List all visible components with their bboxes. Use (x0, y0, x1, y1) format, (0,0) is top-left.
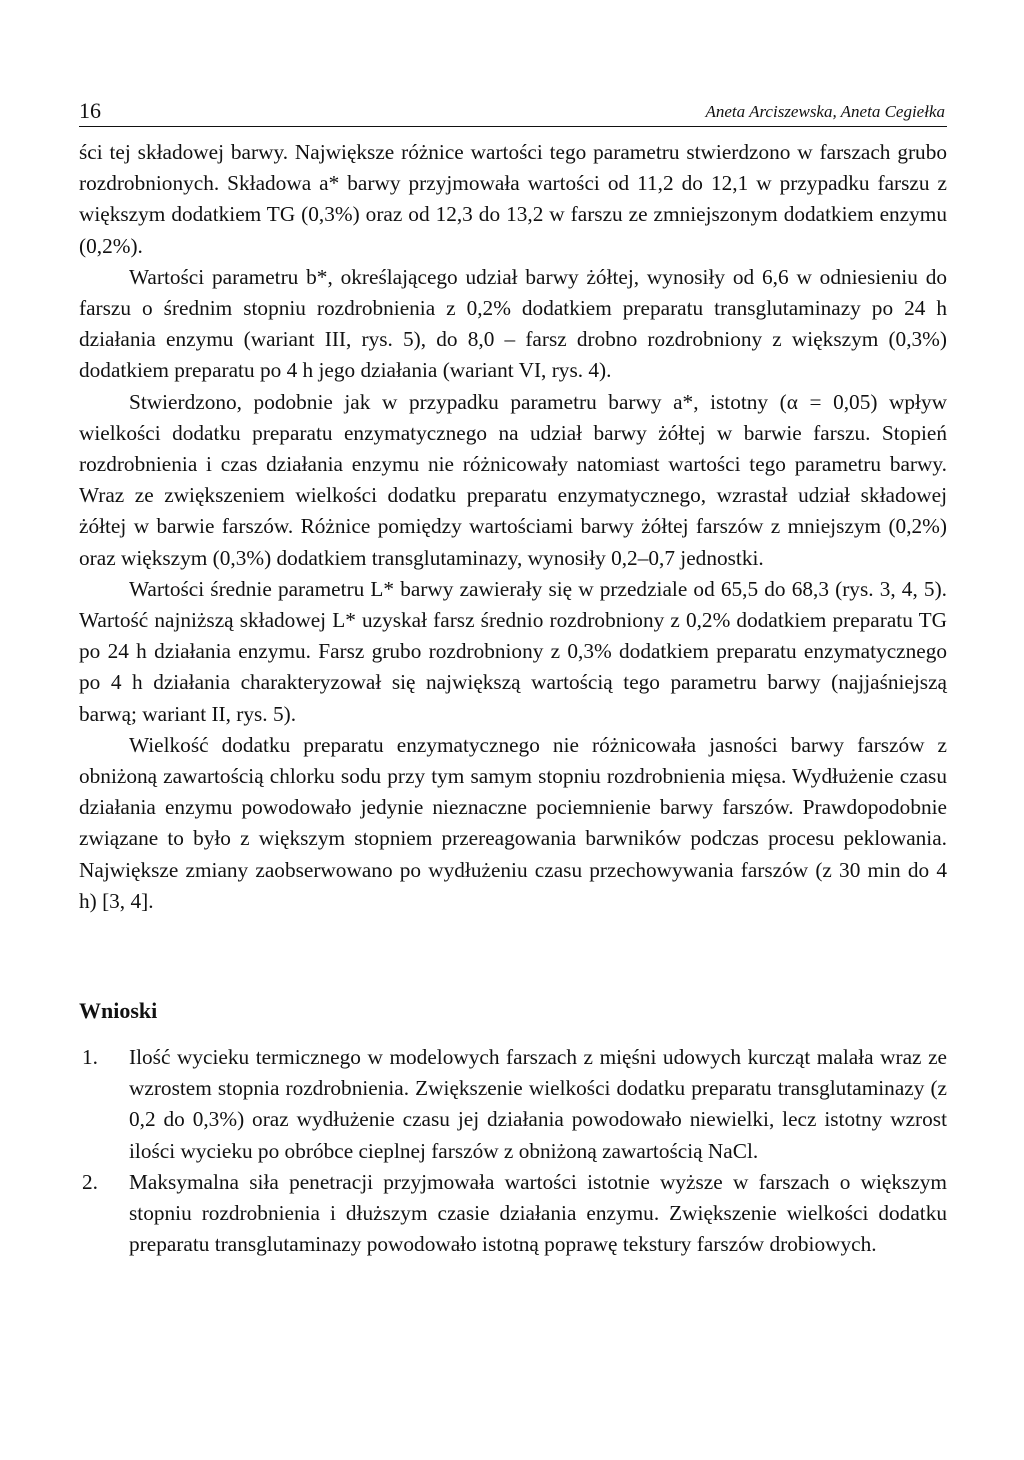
list-item (79, 1042, 947, 1167)
paragraph-yellow-share: Stwierdzono, podobnie jak w przypadku parametru barwy a*, istotny (α = 0,05) wpływ wielkości dodatku preparatu enzymatycznego na udział barwy żółtej w barwie farszu. Stopień rozdrobnienia i czas działania enzymu nie różnicowały natomiast wartości tego parametru barwy. Wraz ze zwiększeniem wielkości dodatku preparatu enzymatycznego, wzrastał udział składowej żółtej w barwie farszów. Różnice pomiędzy wartościami barwy żółtej farszów z mniejszym (0,2%) oraz większym (0,3%) dodatkiem transglutaminazy, wynosiły 0,2–0,7 jednostki. (79, 389, 947, 570)
running-head-authors: Aneta Arciszewska, Aneta Cegiełka (705, 102, 945, 121)
conclusions-list (79, 1042, 947, 1260)
paragraph-continuation: ści tej składowej barwy. Największe różnice wartości tego parametru stwierdzono w farszach grubo rozdrobnionych. Składowa a* barwy przyjmowała wartości od 11,2 do 12,1 w przypadku farszu z większym dodatkiem TG (0,3%) oraz od 12,3 do 13,2 w farszu ze zmniejszonym dodatkiem enzymu (0,2%). (79, 140, 947, 258)
list-item (79, 1167, 947, 1261)
paragraph-l-parameter: Wartości średnie parametru L* barwy zawierały się w przedziale od 65,5 do 68,3 (rys. 3, 4, 5). Wartość najniższą składowej L* uzyskał farsz średnio rozdrobniony z 0,2% dodatkiem preparatu TG po 24 h działania enzymu. Farsz grubo rozdrobniony z 0,3% dodatkiem preparatu enzymatycznego po 4 h działania charakteryzował się największą wartością tego parametru barwy (najjaśniejszą barwą; wariant II, rys. 5). (79, 576, 947, 726)
list-item-number: 2. (82, 1169, 98, 1194)
page-number: 16 (79, 98, 101, 123)
list-item-text: Ilość wycieku termicznego w modelowych farszach z mięśni udowych kurcząt malała wraz ze wzrostem stopnia rozdrobnienia. Zwiększenie wielkości dodatku preparatu transglutaminazy (z 0,2 do 0,3%) oraz wydłużenie czasu jej działania powodowało niewielki, lecz istotny wzrost ilości wycieku po obróbce cieplnej farszów z obniżoną zawartością NaCl. (129, 1045, 947, 1163)
list-item-number: 1. (82, 1045, 98, 1069)
section-heading-conclusions: Wnioski (79, 998, 158, 1023)
paragraph-b-parameter: Wartości parametru b*, określającego udział barwy żółtej, wynosiły od 6,6 w odniesieniu do farszu o średnim stopniu rozdrobnienia z 0,2% dodatkiem preparatu transglutaminazy po 24 h działania enzymu (wariant III, rys. 5), do 8,0 – farsz drobno rozdrobniony z większym (0,3%) dodatkiem preparatu po 4 h jego działania (wariant VI, rys. 4). (79, 264, 947, 383)
list-item-text: Maksymalna siła penetracji przyjmowała wartości istotnie wyższe w farszach o większym stopniu rozdrobnienia i dłuższym czasie działania enzymu. Zwiększenie wielkości dodatku preparatu transglutaminazy powodowało istotną poprawę tekstury farszów drobiowych. (129, 1169, 947, 1257)
body-text (79, 137, 947, 917)
paragraph-lightness: Wielkość dodatku preparatu enzymatycznego nie różnicowała jasności barwy farszów z obniżoną zawartością chlorku sodu przy tym samym stopniu rozdrobnienia mięsa. Wydłużenie czasu działania enzymu powodowało jedynie nieznaczne pociemnienie barwy farszów. Prawdopodobnie związane to było z większym stopniem przereagowania barwników podczas procesu peklowania. Największe zmiany zaobserwowano po wydłużeniu czasu przechowywania farszów (z 30 min do 4 h) [3, 4]. (79, 732, 947, 913)
running-header (79, 96, 947, 127)
